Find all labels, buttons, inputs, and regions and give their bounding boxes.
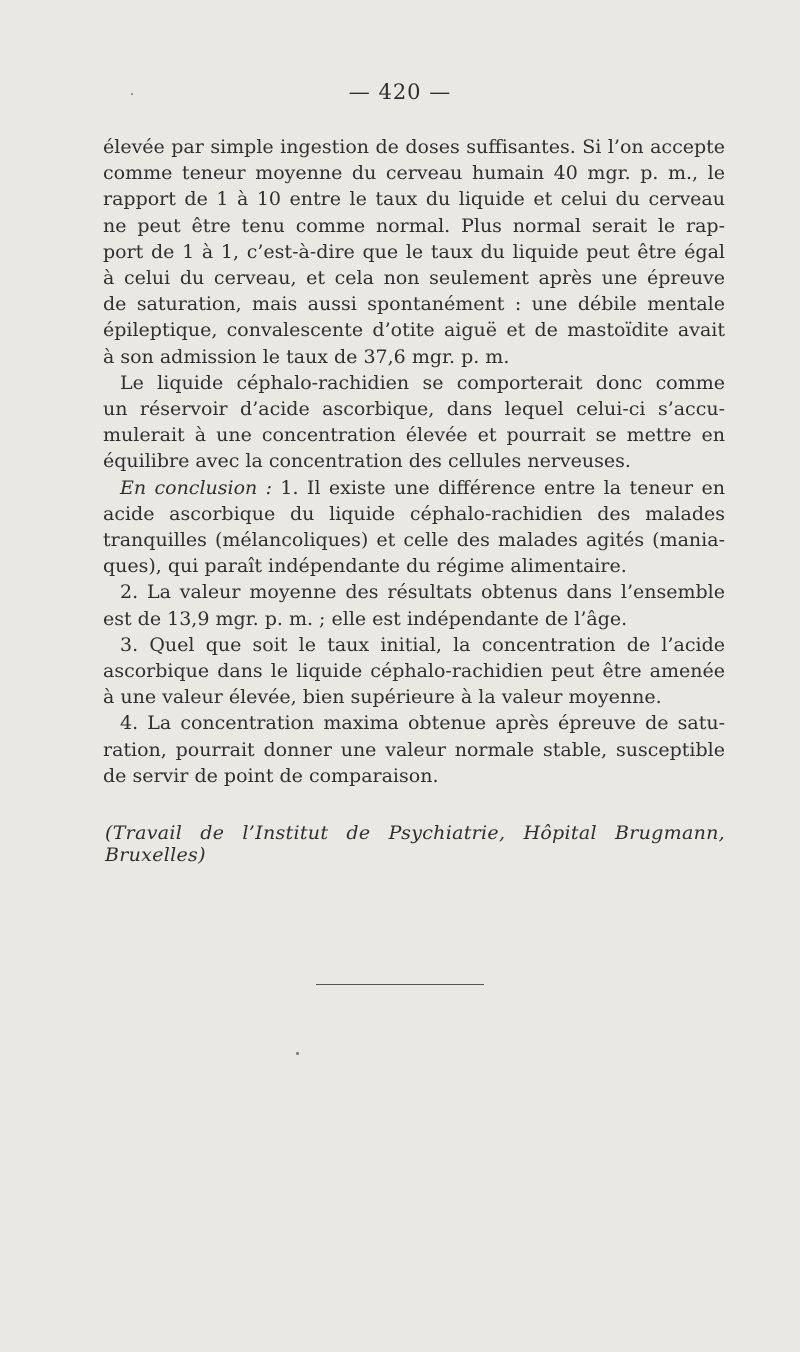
text-line	[103, 475, 725, 501]
text-line: de saturation, mais aussi spontanément : une débile mentale	[103, 293, 725, 316]
text-line: à une valeur élevée, bien supérieure à la valeur moyenne.	[103, 686, 662, 709]
text-line: 2. La valeur moyenne des résultats obtenus dans l’ensemble	[120, 581, 725, 604]
conclusion-item-4	[103, 710, 725, 789]
text-line: Le liquide céphalo-rachidien se comporterait donc comme	[120, 371, 725, 394]
conclusion-item-2	[103, 579, 725, 631]
text-line: mulerait à une concentration élevée et pourrait se mettre en	[103, 424, 725, 447]
text-line: épileptique, convalescente d’otite aiguë et de mastoïdite avait	[103, 319, 725, 342]
conclusion-paragraph	[103, 475, 725, 580]
text-line: à celui du cerveau, et cela non seulement après une épreuve	[103, 267, 725, 290]
text-line: 4. La concentration maxima obtenue après épreuve de satu-	[120, 712, 725, 735]
text-line: un réservoir d’acide ascorbique, dans lequel celui-ci s’accu-	[103, 398, 725, 421]
text-line: à son admission le taux de 37,6 mgr. p. m.	[103, 345, 510, 368]
text-line: ascorbique dans le liquide céphalo-rachidien peut être amenée	[103, 660, 725, 683]
text-line: rapport de 1 à 10 entre le taux du liquide et celui du cerveau	[103, 188, 725, 211]
body-text	[103, 134, 725, 789]
text-line: est de 13,9 mgr. p. m. ; elle est indépendante de l’âge.	[103, 607, 628, 630]
paper-speck	[296, 1052, 299, 1055]
text-line: comme teneur moyenne du cerveau humain 40 mgr. p. m., le	[103, 162, 725, 185]
text-line: de servir de point de comparaison.	[103, 764, 439, 787]
text-line-rest: 1. Il existe une différence entre la teneur en	[272, 476, 725, 499]
text-line: acide ascorbique du liquide céphalo-rachidien des malades	[103, 502, 725, 525]
page-number: — 420 —	[348, 80, 452, 104]
text-line: port de 1 à 1, c’est-à-dire que le taux du liquide peut être égal	[103, 240, 725, 263]
paragraph-1	[103, 134, 725, 370]
paper-speck	[131, 93, 133, 95]
end-rule	[316, 984, 484, 985]
text-line: 3. Quel que soit le taux initial, la concentration de l’acide	[120, 633, 725, 656]
text-line: élevée par simple ingestion de doses suffisantes. Si l’on accepte	[103, 136, 725, 158]
text-line: ration, pourrait donner une valeur normale stable, susceptible	[103, 738, 725, 761]
text-line: ne peut être tenu comme normal. Plus normal serait le rap-	[103, 214, 725, 237]
institution-credit: (Travail de l’Institut de Psychiatrie, Hôpital Brugmann, Bruxelles)	[105, 822, 725, 866]
text-line: tranquilles (mélancoliques) et celle des malades agités (mania-	[103, 529, 725, 552]
text-line: équilibre avec la concentration des cellules nerveuses.	[103, 450, 631, 473]
conclusion-heading: En conclusion :	[120, 476, 273, 499]
text-line: ques), qui paraît indépendante du régime alimentaire.	[103, 555, 627, 578]
paragraph-2	[103, 370, 725, 475]
conclusion-item-3	[103, 632, 725, 711]
